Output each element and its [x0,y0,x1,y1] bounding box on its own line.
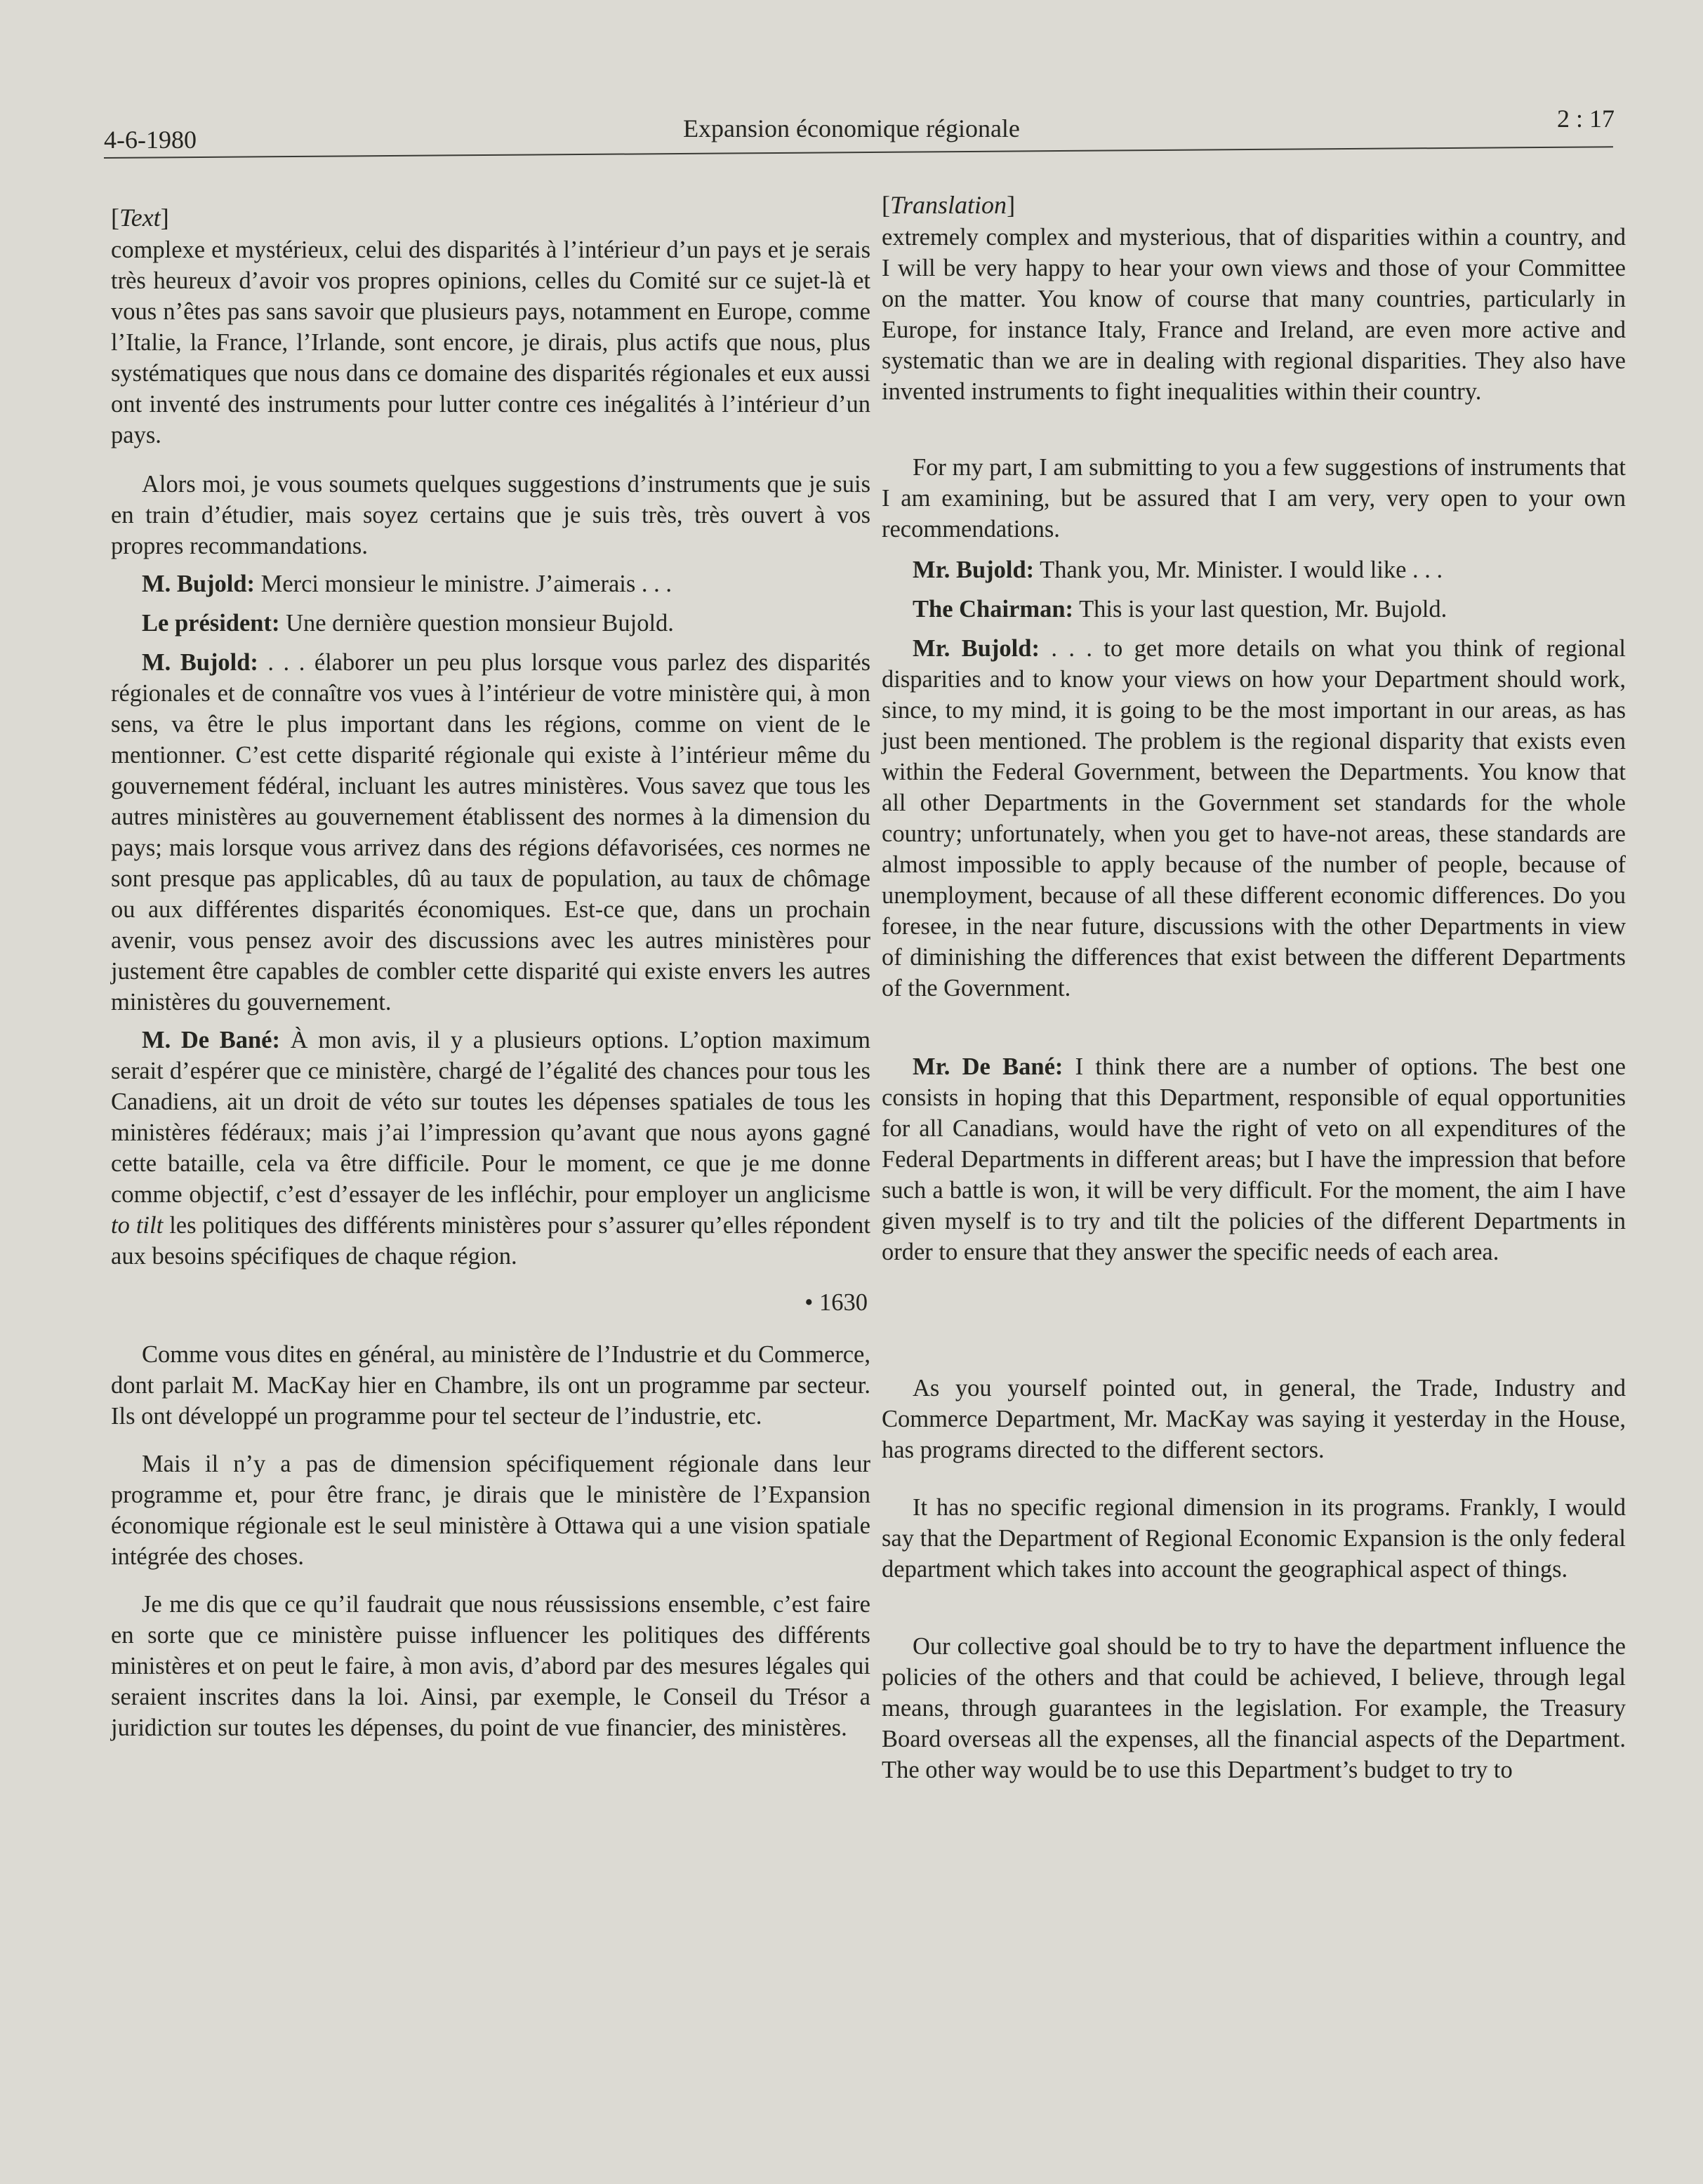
fr-paragraph-6 [111,1025,870,1272]
en-paragraph-4 [882,594,1626,625]
en-paragraph-5 [882,633,1626,1004]
french-column [111,202,870,1743]
fr-paragraph-4 [111,608,870,639]
en-speaker-bujold-1: Mr. Bujold: [913,557,1035,583]
fr-speech-6-italic: to tilt [111,1212,164,1239]
en-paragraph-7: As you yourself pointed out, in general, the Trade, Industry and Commerce Department, Mr. MacKay was saying it yesterday in the House, has programs directed to the different sectors. [882,1375,1626,1463]
fr-paragraph-9: Je me dis que ce qu’il faudrait que nous réussissions ensemble, c’est faire en sorte que ce ministère puisse influencer les politiques des différents ministères et on peut le faire, à mon avis, d’abord par des mesures légales qui seraient inscrites dans la loi. Ainsi, par exemple, le Conseil du Trésor a juridiction sur toutes les dépenses, du point de vue financier, des ministères. [111,1591,870,1741]
en-paragraph-1: extremely complex and mysterious, that of disparities within a country, and I will be very happy to hear your own views and those of your Committee on the matter. You know of course that many countries, particularly in Europe, for instance Italy, France and Ireland, are even more active and systematic than we are in dealing with regional disparities. They also have invented instruments to fight inequalities within their country. [882,224,1626,405]
header-rule [104,146,1613,159]
fr-speech-4: Une dernière question monsieur Bujold. [279,610,674,637]
header-page-number: 2 : 17 [1556,105,1615,133]
en-paragraph-3 [882,554,1626,585]
text-tag-label: Text [119,204,161,232]
en-speech-5: . . . to get more details on what you think of regional disparities and to know your views on how your Department should work, since, to my mind, it is going to be the most important in our areas, as has just been mentioned. The problem is the regional disparity that exists even within the Federal Government, between the Departments. You know that all other Departments in the Government set standards for the whole country; unfortunately, when you get to have-not areas, these standards are almost impossible to apply because of the number of people, because of unemployment, because of all these different economic differences. Do you foresee, in the near future, discussions with the other Departments in view of diminishing the differences that exist between the different Departments of the Government. [882,635,1626,1001]
fr-paragraph-1: complexe et mystérieux, celui des disparités à l’intérieur d’un pays et je serais très heureux d’avoir vos propres opinions, celles du Comité sur ce sujet-là et vous n’êtes pas sans savoir que plusieurs pays, notamment en Europe, comme l’Italie, la France, l’Irlande, sont encore, je dirais, plus actifs que nous, plus systématiques que nous dans ce domaine des disparités régionales et eux aussi ont inventé des instruments pour lutter contre ces inégalités à l’intérieur d’un pays. [111,237,870,448]
fr-speaker-president: Le président: [142,610,280,637]
en-paragraph-8: It has no specific regional dimension in its programs. Frankly, I would say that the Department of Regional Economic Expansion is the only federal department which takes into account the geographical aspect of things. [882,1494,1626,1583]
en-paragraph-9: Our collective goal should be to try to have the department influence the policies of the others and that could be achieved, I believe, through legal means, through guarantees in the legislation. For example, the Treasury Board overseas all the expenses, all the financial aspects of the Department. The other way would be to use this Department’s budget to try to [882,1633,1626,1783]
header-date: 4-6-1980 [104,126,197,154]
translation-tag-label: Translation [890,191,1007,219]
fr-speaker-bujold-2: M. Bujold: [142,649,258,676]
fr-paragraph-2: Alors moi, je vous soumets quelques suggestions d’instruments que je suis en train d’étudier, mais soyez certains que je suis très, très ouvert à vos propres recommandations. [111,471,870,559]
en-speech-6: I think there are a number of options. The best one consists in hoping that this Department, responsible of equal opportunities for all Canadians, would have the right of veto on all expenditures of the Federal Departments in different areas; but I have the impression that before such a battle is won, it will be very difficult. For the moment, the aim I have given myself is to try and tilt the policies of the different Departments in order to ensure that they answer the specific needs of each area. [882,1053,1626,1265]
fr-speaker-bujold-1: M. Bujold: [142,571,256,597]
en-speaker-bujold-2: Mr. Bujold: [913,635,1040,662]
text-tag: [Text] [111,204,169,232]
translation-tag: [Translation] [882,191,1016,219]
fr-paragraph-8: Mais il n’y a pas de dimension spécifiquement régionale dans leur programme et, pour être franc, je dirais que le ministère de l’Expansion économique régionale est le seul ministère à Ottawa qui a une vision spatiale intégrée des choses. [111,1451,870,1570]
fr-speech-6b: les politiques des différents ministères pour s’assurer qu’elles répondent aux besoins spécifiques de chaque région. [111,1212,870,1270]
en-speech-3: Thank you, Mr. Minister. I would like . . . [1034,557,1443,583]
en-speaker-debane: Mr. De Bané: [913,1053,1063,1080]
en-paragraph-6 [882,1051,1626,1267]
fr-paragraph-3 [111,568,870,599]
en-speaker-chairman: The Chairman: [913,596,1074,622]
header-title: Expansion économique régionale [683,114,1020,142]
fr-paragraph-5 [111,647,870,1018]
en-paragraph-2: For my part, I am submitting to you a few suggestions of instruments that I am examining, but be assured that I am very, very open to your own recommendations. [882,454,1626,542]
fr-speech-5: . . . élaborer un peu plus lorsque vous parlez des disparités régionales et de connaître vos vues à l’intérieur de votre ministère qui, à mon sens, va être le plus important dans les régions, comme on vient de le mentionner. C’est cette disparité régionale qui existe à l’intérieur même du gouvernement fédéral, incluant les autres ministères. Vous savez que tous les autres ministères au gouvernement établissent des normes à la dimension du pays; mais lorsque vous arrivez dans des régions défavorisées, ces normes ne sont presque pas applicables, dû au taux de population, au taux de chômage ou aux différentes disparités économiques. Est-ce que, dans un prochain avenir, vous pensez avoir des discussions avec les autres ministères pour justement être capables de combler cette disparité qui existe envers les autres ministères du gouvernement. [111,649,870,1016]
english-column [882,189,1626,1785]
fr-paragraph-7: Comme vous dites en général, au ministère de l’Industrie et du Commerce, dont parlait M. MacKay hier en Chambre, ils ont un programme par secteur. Ils ont développé un programme pour tel secteur de l’industrie, etc. [111,1341,870,1430]
fr-speech-6a: À mon avis, il y a plusieurs options. L’option maximum serait d’espérer que ce ministère, chargé de l’égalité des chances pour tous les Canadiens, ait un droit de véto sur toutes les dépenses spatiales de tous les ministères fédéraux; mais j’ai l’impression qu’avant que nous ayons gagné cette bataille, cela va être difficile. Pour le moment, ce que je me donne comme objectif, c’est d’essayer de les infléchir, pour employer un anglicisme [111,1027,870,1208]
en-speech-4: This is your last question, Mr. Bujold. [1073,596,1447,622]
fr-speech-3: Merci monsieur le ministre. J’aimerais . . . [255,571,672,597]
fr-speaker-debane: M. De Bané: [142,1027,280,1053]
time-marker: • 1630 [804,1289,868,1316]
